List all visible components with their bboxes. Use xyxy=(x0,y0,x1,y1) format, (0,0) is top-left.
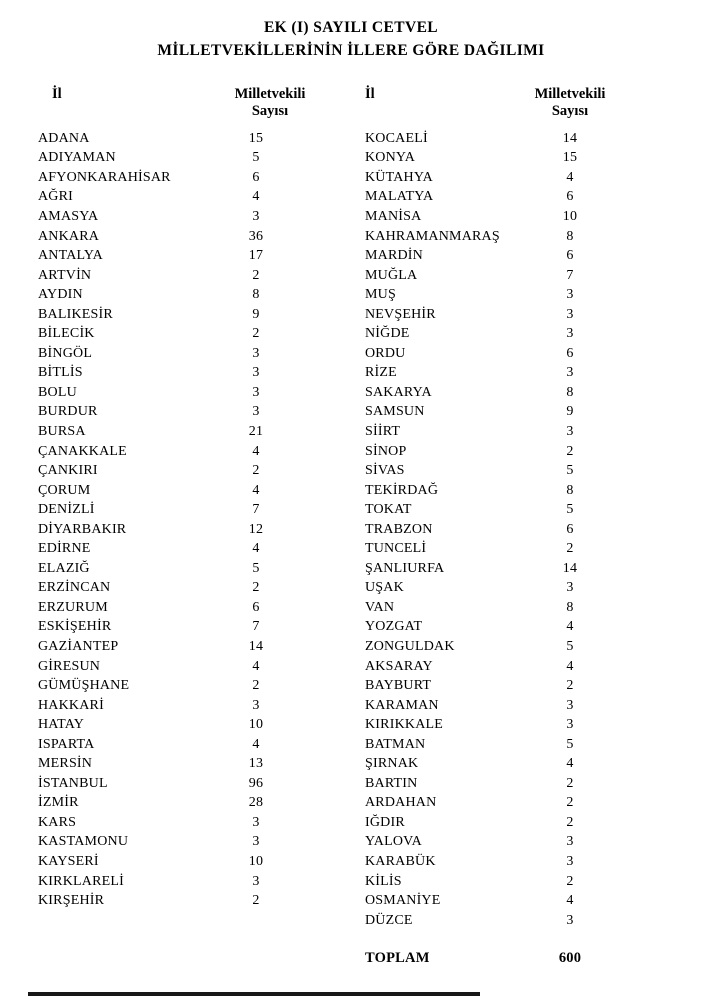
province-name: ÇANKIRI xyxy=(38,463,98,479)
deputy-count: 15 xyxy=(562,150,578,166)
table-row xyxy=(38,149,338,169)
province-name: GİRESUN xyxy=(38,658,101,674)
deputy-count: 4 xyxy=(252,189,260,205)
deputy-count: 3 xyxy=(566,326,574,342)
deputy-count: 3 xyxy=(252,208,260,224)
province-name: SAMSUN xyxy=(365,404,425,420)
table-row xyxy=(38,676,338,696)
province-name: ZONGULDAK xyxy=(365,638,455,654)
deputy-count: 6 xyxy=(566,345,574,361)
table-row xyxy=(365,813,665,833)
province-name: MANİSA xyxy=(365,208,422,224)
deputy-count: 3 xyxy=(566,287,574,303)
table-row xyxy=(38,246,338,266)
province-name: ŞIRNAK xyxy=(365,756,419,772)
deputy-count: 5 xyxy=(252,150,260,166)
table-row xyxy=(38,852,338,872)
table-row xyxy=(365,227,665,247)
deputy-count: 2 xyxy=(252,893,260,909)
right-column xyxy=(365,86,665,930)
table-row xyxy=(365,149,665,169)
table-row xyxy=(38,579,338,599)
table-row xyxy=(365,383,665,403)
table-row xyxy=(38,794,338,814)
table-row xyxy=(38,500,338,520)
table-row xyxy=(365,129,665,149)
province-name: DENİZLİ xyxy=(38,502,95,518)
province-name: BİTLİS xyxy=(38,365,83,381)
deputy-count: 15 xyxy=(248,130,264,146)
province-name: UŞAK xyxy=(365,580,404,596)
table-row xyxy=(365,422,665,442)
deputy-count: 2 xyxy=(252,267,260,283)
province-name: ARDAHAN xyxy=(365,795,437,811)
province-name: BİNGÖL xyxy=(38,345,93,361)
province-name: DÜZCE xyxy=(365,912,413,928)
province-name: KOCAELİ xyxy=(365,130,428,146)
province-name: BATMAN xyxy=(365,736,426,752)
title-line-1: EK (I) SAYILI CETVEL xyxy=(263,19,439,36)
deputy-count: 14 xyxy=(562,560,578,576)
table-row xyxy=(38,285,338,305)
table-row xyxy=(38,168,338,188)
deputy-count: 3 xyxy=(566,365,574,381)
table-row xyxy=(38,461,338,481)
table-row xyxy=(38,481,338,501)
deputy-count: 10 xyxy=(248,717,264,733)
table-row xyxy=(38,383,338,403)
province-name: BURSA xyxy=(38,423,86,439)
deputy-count: 17 xyxy=(248,248,264,264)
deputy-count: 8 xyxy=(566,384,574,400)
table-row xyxy=(365,579,665,599)
table-row xyxy=(365,246,665,266)
table-row xyxy=(365,285,665,305)
table-row xyxy=(365,891,665,911)
deputy-count: 6 xyxy=(252,599,260,615)
province-name: AĞRI xyxy=(38,189,74,205)
deputy-count: 3 xyxy=(252,873,260,889)
province-name: DİYARBAKIR xyxy=(38,521,127,537)
province-header: İl xyxy=(52,86,62,102)
table-row xyxy=(38,266,338,286)
province-name: MUŞ xyxy=(365,287,396,303)
count-header-line-1: Milletvekili xyxy=(534,86,606,102)
deputy-count: 2 xyxy=(566,814,574,830)
province-name: KÜTAHYA xyxy=(365,169,433,185)
table-row xyxy=(38,696,338,716)
table-row xyxy=(38,618,338,638)
table-row xyxy=(365,715,665,735)
table-row xyxy=(38,129,338,149)
province-name: BALIKESİR xyxy=(38,306,113,322)
province-name: ERZURUM xyxy=(38,599,108,615)
deputy-count: 2 xyxy=(252,678,260,694)
province-name: HATAY xyxy=(38,717,85,733)
province-name: EDİRNE xyxy=(38,541,91,557)
province-name: TUNCELİ xyxy=(365,541,427,557)
province-name: BURDUR xyxy=(38,404,98,420)
table-row xyxy=(38,344,338,364)
deputy-count: 3 xyxy=(566,697,574,713)
deputy-count: 5 xyxy=(252,560,260,576)
deputy-count: 4 xyxy=(252,482,260,498)
table-row xyxy=(365,539,665,559)
province-name: AFYONKARAHİSAR xyxy=(38,169,171,185)
total-value: 600 xyxy=(558,950,582,967)
deputy-count: 5 xyxy=(566,463,574,479)
province-name: IĞDIR xyxy=(365,814,405,830)
province-name: KAYSERİ xyxy=(38,854,99,869)
province-name: RİZE xyxy=(365,365,397,381)
deputy-count: 4 xyxy=(566,893,574,909)
province-name: ERZİNCAN xyxy=(38,580,111,596)
province-name: SAKARYA xyxy=(365,384,432,400)
table-row xyxy=(365,774,665,794)
table-row xyxy=(38,324,338,344)
table-row xyxy=(38,755,338,775)
deputy-count: 8 xyxy=(566,228,574,244)
province-name: TRABZON xyxy=(365,521,433,537)
table-row xyxy=(365,657,665,677)
deputy-count: 2 xyxy=(566,443,574,459)
province-name: AYDIN xyxy=(38,287,83,303)
deputy-count: 3 xyxy=(566,580,574,596)
table-row xyxy=(365,481,665,501)
province-name: KAHRAMANMARAŞ xyxy=(365,228,500,244)
table-row xyxy=(365,305,665,325)
deputy-count: 9 xyxy=(252,306,260,322)
deputy-count: 3 xyxy=(252,345,260,361)
table-row xyxy=(38,637,338,657)
table-row xyxy=(365,324,665,344)
table-row xyxy=(365,500,665,520)
province-name: GÜMÜŞHANE xyxy=(38,678,130,694)
table-row xyxy=(365,833,665,853)
deputy-count: 2 xyxy=(566,541,574,557)
table-row xyxy=(365,852,665,872)
province-name: GAZİANTEP xyxy=(38,638,119,654)
table-row xyxy=(365,207,665,227)
deputy-count: 4 xyxy=(252,658,260,674)
deputy-count: 3 xyxy=(566,717,574,733)
deputy-count: 3 xyxy=(252,404,260,420)
count-header xyxy=(217,86,323,120)
table-row xyxy=(365,794,665,814)
deputy-count: 3 xyxy=(252,834,260,850)
table-row xyxy=(365,872,665,892)
table-row xyxy=(38,559,338,579)
province-name: ADANA xyxy=(38,130,90,146)
table-row xyxy=(38,735,338,755)
province-name: ELAZIĞ xyxy=(38,560,90,576)
deputy-count: 36 xyxy=(248,228,264,244)
total-row xyxy=(365,950,702,967)
deputy-count: 4 xyxy=(566,756,574,772)
deputy-count: 7 xyxy=(566,267,574,283)
table-row xyxy=(38,813,338,833)
table-row xyxy=(38,227,338,247)
table-columns xyxy=(0,86,702,930)
deputy-count: 14 xyxy=(562,130,578,146)
province-name: BİLECİK xyxy=(38,326,95,342)
table-row xyxy=(365,344,665,364)
left-column xyxy=(38,86,338,930)
province-name: MARDİN xyxy=(365,248,423,264)
right-column-rows xyxy=(365,129,665,930)
province-name: MALATYA xyxy=(365,189,434,205)
deputy-count: 28 xyxy=(248,795,264,811)
deputy-count: 6 xyxy=(566,189,574,205)
table-row xyxy=(38,207,338,227)
table-row xyxy=(365,696,665,716)
province-name: SİİRT xyxy=(365,423,401,439)
table-row xyxy=(38,598,338,618)
deputy-count: 8 xyxy=(566,482,574,498)
total-label: TOPLAM xyxy=(365,950,430,967)
province-name: ANTALYA xyxy=(38,248,103,264)
province-name: ARTVİN xyxy=(38,267,92,283)
count-header-line-1: Milletvekili xyxy=(234,86,306,102)
deputy-count: 4 xyxy=(252,736,260,752)
deputy-count: 8 xyxy=(566,599,574,615)
deputy-count: 5 xyxy=(566,502,574,518)
deputy-count: 2 xyxy=(566,775,574,791)
deputy-count: 10 xyxy=(562,208,578,224)
province-name: İSTANBUL xyxy=(38,775,108,791)
province-name: TOKAT xyxy=(365,502,412,518)
province-name: MUĞLA xyxy=(365,267,418,283)
table-row xyxy=(365,403,665,423)
left-column-rows xyxy=(38,129,338,911)
province-name: KARS xyxy=(38,814,77,830)
province-name: KIRIKKALE xyxy=(365,717,444,733)
deputy-count: 3 xyxy=(252,384,260,400)
deputy-count: 3 xyxy=(252,365,260,381)
deputy-count: 14 xyxy=(248,638,264,654)
deputy-count: 21 xyxy=(248,423,264,439)
deputy-count: 3 xyxy=(566,854,574,869)
deputy-count: 3 xyxy=(252,697,260,713)
deputy-count: 7 xyxy=(252,502,260,518)
province-name: KARAMAN xyxy=(365,697,439,713)
deputy-count: 3 xyxy=(566,306,574,322)
province-name: ANKARA xyxy=(38,228,100,244)
table-row xyxy=(38,364,338,384)
province-name: KIRŞEHİR xyxy=(38,893,105,909)
province-name: ADIYAMAN xyxy=(38,150,116,166)
deputy-count: 4 xyxy=(566,658,574,674)
table-row xyxy=(365,755,665,775)
table-row xyxy=(38,539,338,559)
province-name: ŞANLIURFA xyxy=(365,560,445,576)
province-name: AKSARAY xyxy=(365,658,433,674)
deputy-count: 13 xyxy=(248,756,264,772)
table-row xyxy=(365,442,665,462)
document-title xyxy=(0,0,702,62)
deputy-count: 96 xyxy=(248,775,264,791)
table-row xyxy=(38,833,338,853)
province-name: ESKİŞEHİR xyxy=(38,619,112,635)
table-row xyxy=(365,911,665,931)
province-name: İZMİR xyxy=(38,795,79,811)
table-row xyxy=(38,422,338,442)
deputy-count: 4 xyxy=(566,169,574,185)
table-row xyxy=(38,188,338,208)
deputy-count: 2 xyxy=(252,580,260,596)
table-row xyxy=(38,872,338,892)
right-column-header xyxy=(365,86,665,120)
deputy-count: 5 xyxy=(566,638,574,654)
province-name: ÇANAKKALE xyxy=(38,443,127,459)
deputy-count: 12 xyxy=(248,521,264,537)
province-name: YOZGAT xyxy=(365,619,423,635)
province-name: BARTIN xyxy=(365,775,418,791)
table-row xyxy=(365,618,665,638)
table-row xyxy=(365,461,665,481)
province-name: BAYBURT xyxy=(365,678,432,694)
deputy-count: 6 xyxy=(252,169,260,185)
province-name: AMASYA xyxy=(38,208,99,224)
title-line-2: MİLLETVEKİLLERİNİN İLLERE GÖRE DAĞILIMI xyxy=(157,42,545,59)
table-row xyxy=(38,305,338,325)
province-name: NİĞDE xyxy=(365,326,410,342)
deputy-count: 2 xyxy=(566,873,574,889)
count-header xyxy=(520,86,620,120)
deputy-count: 9 xyxy=(566,404,574,420)
table-row xyxy=(38,520,338,540)
table-row xyxy=(365,520,665,540)
province-name: KARABÜK xyxy=(365,854,436,869)
province-name: TEKİRDAĞ xyxy=(365,482,439,498)
deputy-count: 8 xyxy=(252,287,260,303)
province-name: ISPARTA xyxy=(38,736,95,752)
deputy-count: 3 xyxy=(252,814,260,830)
province-name: KASTAMONU xyxy=(38,834,129,850)
province-name: NEVŞEHİR xyxy=(365,306,436,322)
deputy-count: 4 xyxy=(566,619,574,635)
table-row xyxy=(365,735,665,755)
table-row xyxy=(38,657,338,677)
deputy-count: 3 xyxy=(566,834,574,850)
count-header-line-2: Sayısı xyxy=(551,103,589,119)
province-header: İl xyxy=(365,86,375,102)
province-name: ÇORUM xyxy=(38,482,91,498)
table-row xyxy=(365,266,665,286)
table-row xyxy=(365,168,665,188)
province-name: KIRKLARELİ xyxy=(38,873,124,889)
province-name: HAKKARİ xyxy=(38,697,104,713)
deputy-count: 4 xyxy=(252,443,260,459)
province-name: MERSİN xyxy=(38,756,93,772)
scan-artifact-bar xyxy=(28,992,480,996)
table-row xyxy=(365,559,665,579)
deputy-count: 4 xyxy=(252,541,260,557)
province-name: YALOVA xyxy=(365,834,422,850)
province-name: KONYA xyxy=(365,150,415,166)
table-row xyxy=(365,364,665,384)
table-row xyxy=(38,715,338,735)
table-row xyxy=(38,774,338,794)
table-row xyxy=(365,598,665,618)
table-row xyxy=(365,637,665,657)
province-name: SİNOP xyxy=(365,443,407,459)
deputy-count: 2 xyxy=(566,678,574,694)
province-name: KİLİS xyxy=(365,873,402,889)
deputy-count: 6 xyxy=(566,248,574,264)
table-row xyxy=(38,891,338,911)
deputy-count: 2 xyxy=(252,463,260,479)
deputy-count: 5 xyxy=(566,736,574,752)
deputy-count: 3 xyxy=(566,912,574,928)
province-name: BOLU xyxy=(38,384,77,400)
deputy-count: 3 xyxy=(566,423,574,439)
province-name: VAN xyxy=(365,599,395,615)
left-column-header xyxy=(38,86,338,120)
province-name: SİVAS xyxy=(365,463,405,479)
deputy-count: 10 xyxy=(248,854,264,869)
deputy-count: 2 xyxy=(252,326,260,342)
deputy-count: 6 xyxy=(566,521,574,537)
table-row xyxy=(38,403,338,423)
deputy-count: 7 xyxy=(252,619,260,635)
table-row xyxy=(365,188,665,208)
deputy-count: 2 xyxy=(566,795,574,811)
table-row xyxy=(38,442,338,462)
province-name: OSMANİYE xyxy=(365,893,441,909)
province-name: ORDU xyxy=(365,345,406,361)
table-row xyxy=(365,676,665,696)
count-header-line-2: Sayısı xyxy=(251,103,289,119)
